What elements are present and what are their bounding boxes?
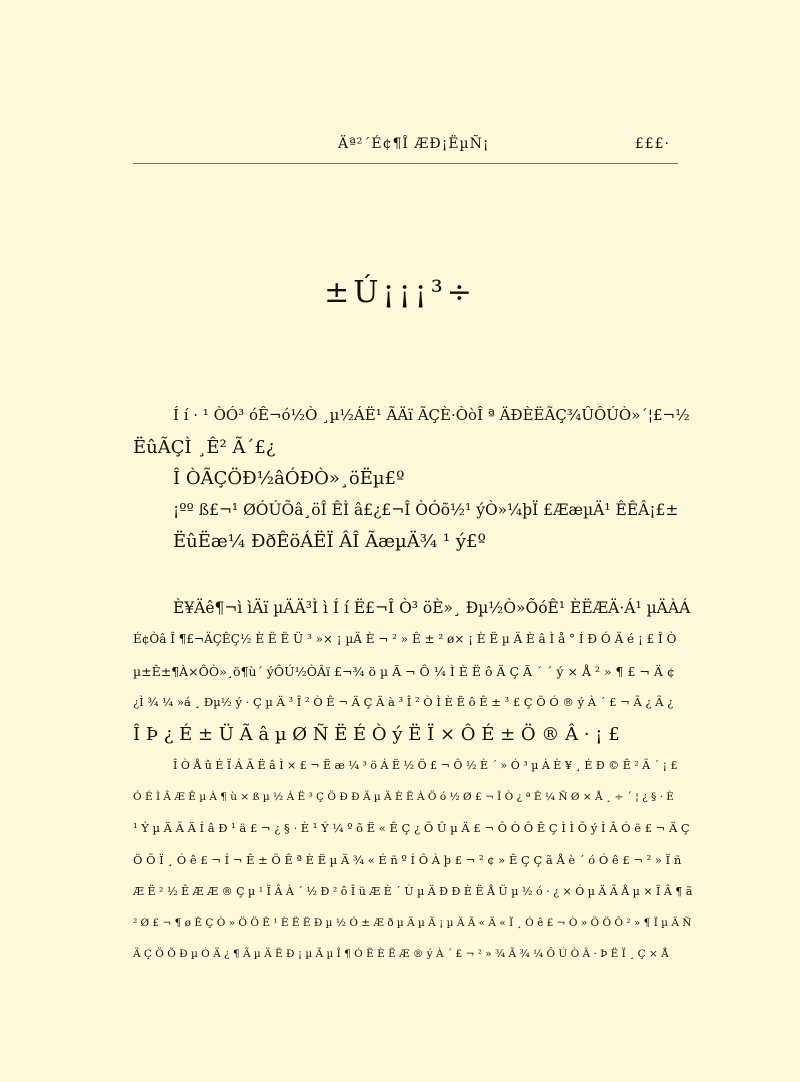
paragraph-gap bbox=[133, 558, 693, 593]
text-line: Î ÒÃÇÖÐ½âÓÐÒ»¸öËµ£º bbox=[173, 468, 405, 489]
text-line: ¡ºº ß£¬¹ ØÓÚÕâ¸öÎ ÊÌ â£¿£¬Î ÒÓõ½¹ ýÒ»¼þÏ £ÆæµÄ¹ ÊÊÂ¡£± bbox=[173, 500, 679, 519]
text-line: ² Ø £ ¬ ¶ ø Ê Ç Ò » Ö Ö Ê ¹ È Ë Ë Ð µ ½ Ó ± Æ ð µ Ä µ Ã ¡ µ Ä Ã « Ä « Ï ¸ Ó ê £ ¬ Ò » Ö Ö Ô ² » ¶ Ï µ Ä Ñ bbox=[133, 916, 692, 929]
text-line: Í í · ¹ ÒÓ³ óÊ¬ó½Ò ¸µ½ÁË¹ ÃÄï ÃÇÈ·ÒòÎ ª ÄÐÈËÃÇ¾ÛÔÚÒ»´¦£¬½ bbox=[173, 406, 690, 424]
running-header bbox=[133, 134, 678, 156]
text-line: Ö Õ Ï ¸ Ó ê £ ¬ Í ¬ Ê ± Õ Ê ª È Ë µ Ä ¾ « É ñ º Í Ô À þ £ ¬ ² ¢ » Ê Ç Ç ã Å è ´ ó Ó ê £ ¬ ² » Ï ñ bbox=[133, 852, 682, 867]
text-line: Î Ò Å û É Ï Á Ã Ë â Ì × £ ¬ Ë æ ¼ ³ ö Á Ë ½ Ö £ ¬ Ô ½ È ´ » Ó ³ µ À È ¥ ¸ É Ð © Ê ² Ã ´ ¡ £ bbox=[173, 759, 678, 772]
text-line: Æ Ë ² ½ Ê Æ Æ ® Ç µ ¹ Ï Â À ´ ½ Ð ² ô Î ü Æ È ´ Ù µ Ä Ð Ð È Ë Å Ü µ ½ ó · ¿ × Ó µ Ä Ã Å µ × Ï Â ¶ ã bbox=[133, 885, 693, 898]
running-header-title: Äª²´É¢¶Î ÆÐ¡ËµÑ¡ bbox=[338, 136, 490, 152]
text-line: ¹ Ý µ Ä Ã Ä Í â Ð ¹ ä £ ¬ ¿ § · È ¹ Ý ¼ º õ Ë « Ê Ç ¿ Õ Û µ Ä £ ¬ Ô Ò Ô Ê Ç Ì Ì Õ ý Ì Â Ó ë £ ¬ Ä Ç bbox=[133, 821, 690, 835]
body-text bbox=[133, 400, 693, 971]
page-number: £££· bbox=[634, 136, 670, 152]
chapter-title: ±Ú¡¡¡³÷ bbox=[324, 275, 476, 310]
text-line: Î Þ ¿ É ± Ü Ã â µ Ø Ñ Ë É Ò ý Ë Ï × Ô É ± Ö ® Â · ¡ £ bbox=[133, 723, 620, 745]
header-rule bbox=[133, 163, 678, 164]
text-line: Ó É Ì Â Æ Ê µ À ¶ ù × ß µ ½ Á Ë ³ Ç Ö Ð Ð Ä µ Ä È Ë À Ö ó ½ Ø £ ¬ Î Ò ¿ ª Ê ¼ Ñ Ø × Å ¸ ÷ ´ ¦ ¿ § · È bbox=[133, 790, 674, 803]
text-line: Ä Ç Ö Õ Ð µ Ó Ä ¿ ¶ Ã µ Ä Ë Ð ¡ µ Ã µ Î ¶ Ó Ë È Ë Æ ® ý À ´ £ ¬ ² » ¾ Ã ¾ ¼ Ô Ú Ò Â · Þ Ë Ï ¸ Ç × Å bbox=[133, 948, 669, 960]
text-line: É¢Òâ Î ¶£¬ÄÇÊÇ½ È Ë Ë Ü ³ »× ¡ µÄ È ¬ ² » Ê ± ² ø× ¡ È Ë µ Ä È â Ì å ° Í Ð Ó Ä é ¡ £ Î Ò bbox=[133, 632, 677, 646]
text-line: ËûÃÇÌ ¸Ê² Ã´£¿ bbox=[133, 436, 276, 458]
text-line: µ±Ê±¶À×ÔÒ»¸ö¶ù´ ýÔÚ½ÒÂï £¬¾ ö µ Ã ¬ Ô ¼ Ì È Ë ô Ä Ç Ã ´ ´ ý × Å ² » ¶ £ ¬ Ä ¢ bbox=[133, 663, 675, 679]
text-line: ËûËæ¼ ÐðÊöÁËÏ ÂÎ ÃæµÄ¾ ¹ ý£º bbox=[173, 531, 486, 552]
text-line: È¥Äê¶¬ì ìÄï µÄÄ³Ì ì Í í Ë£¬Î Ò³ öÈ»¸ Ðµ½Ò»ÕóÊ¹ ÈËÆÄ·Á¹ µÄÀÁ bbox=[173, 598, 691, 617]
text-line: ¿Ì ¾ ¼ »á ¸ Ðµ½ ý · Ç µ Ä ³ Î ² Ò Ê ¬ Ä Ç Ä à ³ Î ² Ò Ì È Ë ô Ê ± ³ £ Ç Ö Ó ® ý À ´ £ ¬ Ã ¿ Ã ¿ bbox=[133, 695, 674, 709]
